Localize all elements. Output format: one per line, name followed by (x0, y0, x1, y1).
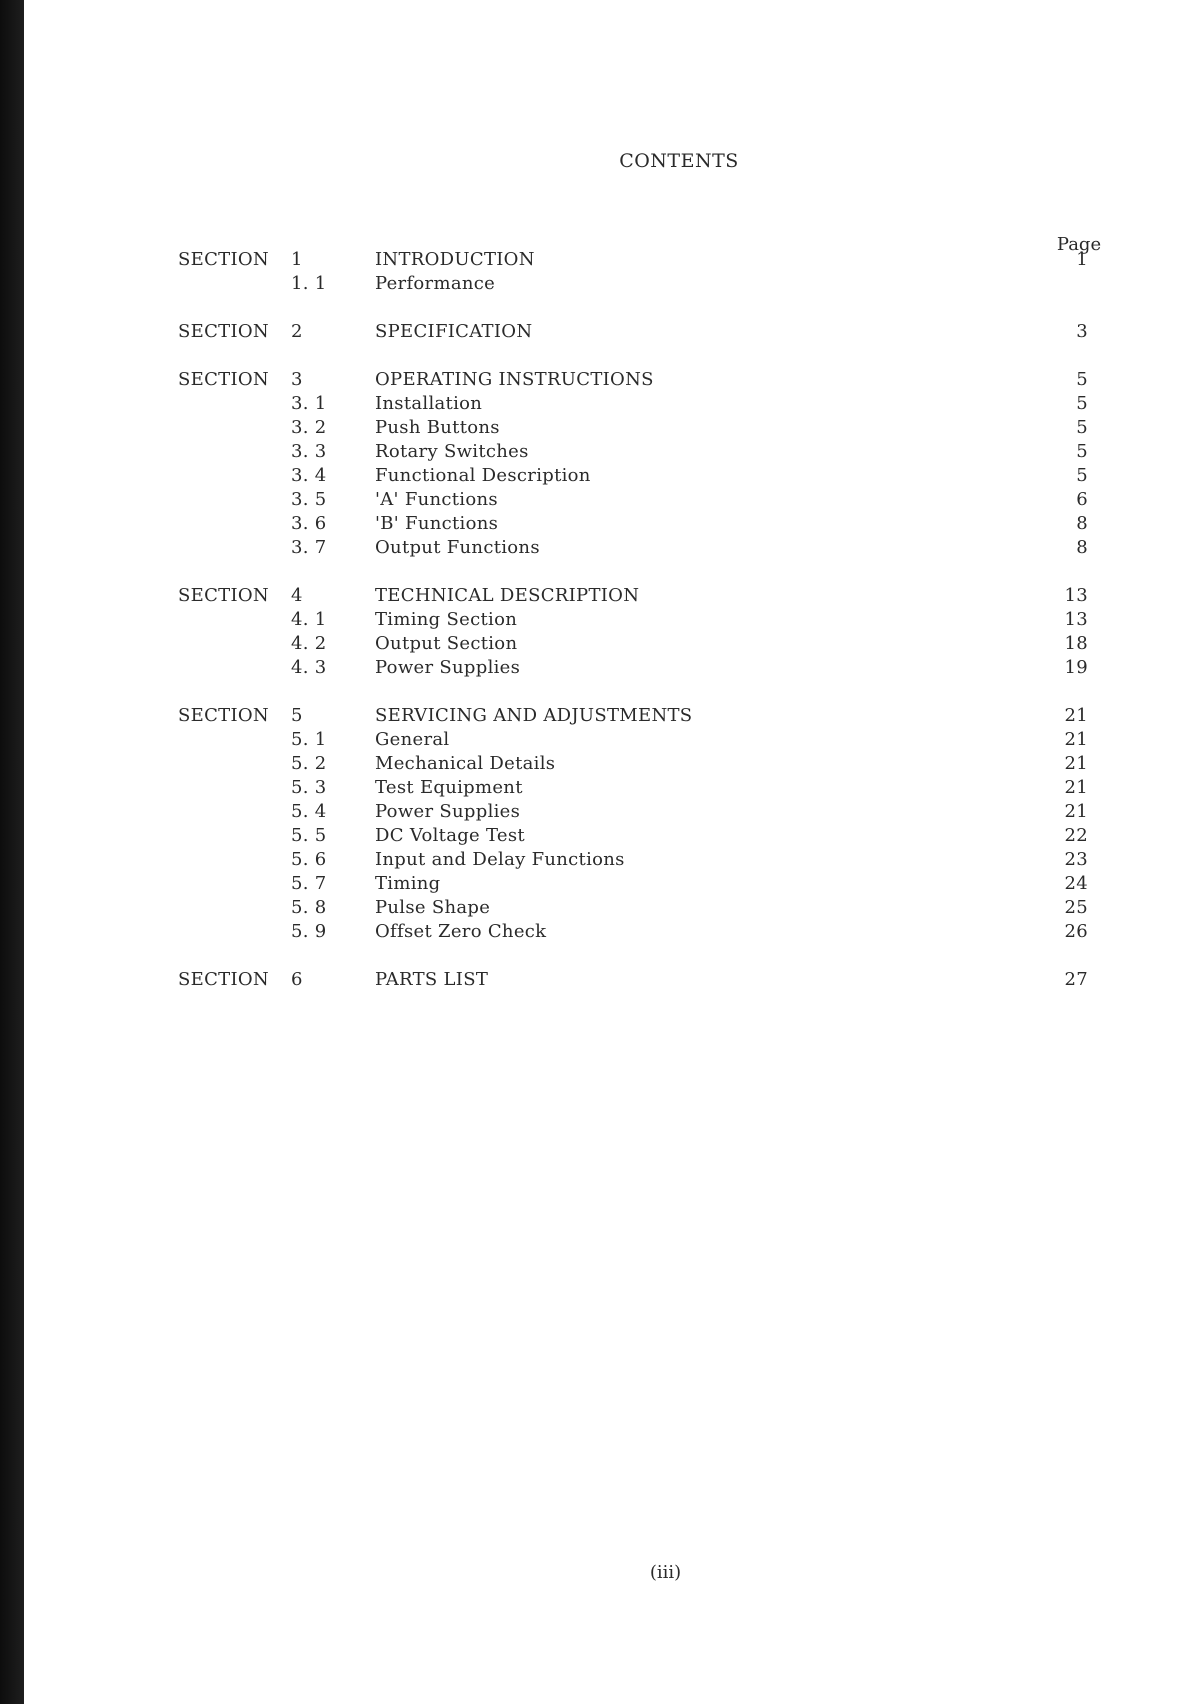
toc-page-number: 21 (1064, 729, 1088, 750)
toc-subsection-row (24, 896, 1183, 920)
toc-section-label: SECTION (178, 705, 269, 726)
toc-title: Input and Delay Functions (375, 849, 625, 870)
toc-section-row (24, 584, 1183, 608)
toc-title: Push Buttons (375, 417, 500, 438)
toc-page-number: 1 (1076, 249, 1088, 270)
toc-page-number: 19 (1064, 657, 1088, 678)
toc-title: General (375, 729, 450, 750)
toc-page-number: 23 (1064, 849, 1088, 870)
toc-section-row (24, 368, 1183, 392)
toc-page-number: 8 (1076, 537, 1088, 558)
toc-number: 5. 4 (291, 801, 327, 822)
toc-number: 3. 3 (291, 441, 327, 462)
scan-edge-shadow (0, 0, 24, 1704)
toc-title: Installation (375, 393, 483, 414)
toc-page-number: 21 (1064, 777, 1088, 798)
toc-number: 3. 5 (291, 489, 327, 510)
toc-subsection-row (24, 848, 1183, 872)
toc-number: 5. 7 (291, 873, 327, 894)
toc-number: 5. 6 (291, 849, 327, 870)
toc-title: Functional Description (375, 465, 591, 486)
toc-page-number: 21 (1064, 753, 1088, 774)
toc-title: DC Voltage Test (375, 825, 525, 846)
toc-section-label: SECTION (178, 585, 269, 606)
toc-page-number: 8 (1076, 513, 1088, 534)
footer-page-number: (iii) (649, 1562, 682, 1583)
toc-section-label: SECTION (178, 969, 269, 990)
toc-title: PARTS LIST (375, 969, 489, 990)
toc-subsection-row (24, 392, 1183, 416)
toc-page-number: 25 (1064, 897, 1088, 918)
toc-number: 4. 1 (291, 609, 327, 630)
toc-section-row (24, 248, 1183, 272)
toc-subsection-row (24, 440, 1183, 464)
toc-subsection-row (24, 464, 1183, 488)
toc-number: 1 (291, 249, 303, 270)
toc-page-number: 13 (1064, 585, 1088, 606)
toc-number: 5 (291, 705, 303, 726)
toc-page-number: 21 (1064, 705, 1088, 726)
toc-subsection-row (24, 656, 1183, 680)
toc-section-row (24, 320, 1183, 344)
toc-number: 4. 2 (291, 633, 327, 654)
toc-number: 5. 2 (291, 753, 327, 774)
toc-section-row (24, 968, 1183, 992)
toc-number: 3. 1 (291, 393, 327, 414)
toc-page-number: 3 (1076, 321, 1088, 342)
toc-section-label: SECTION (178, 369, 269, 390)
toc-title: Timing Section (375, 609, 518, 630)
toc-page-number: 18 (1064, 633, 1088, 654)
toc-number: 4 (291, 585, 303, 606)
toc-subsection-row (24, 872, 1183, 896)
toc-number: 3. 4 (291, 465, 327, 486)
toc-page-number: 5 (1076, 369, 1088, 390)
toc-page-number: 13 (1064, 609, 1088, 630)
toc-title: Output Section (375, 633, 518, 654)
toc-title: Power Supplies (375, 801, 521, 822)
toc-title: Rotary Switches (375, 441, 529, 462)
toc-number: 5. 5 (291, 825, 327, 846)
toc-page-number: 5 (1076, 393, 1088, 414)
toc-number: 5. 8 (291, 897, 327, 918)
toc-subsection-row (24, 752, 1183, 776)
toc-subsection-row (24, 272, 1183, 296)
toc-subsection-row (24, 824, 1183, 848)
toc-title: Test Equipment (375, 777, 523, 798)
toc-number: 4. 3 (291, 657, 327, 678)
toc-number: 3 (291, 369, 303, 390)
document-page (24, 0, 1183, 1704)
page-column-header: Page (1056, 234, 1102, 255)
toc-subsection-row (24, 488, 1183, 512)
toc-number: 1. 1 (291, 273, 327, 294)
toc-title: Output Functions (375, 537, 540, 558)
toc-title: Offset Zero Check (375, 921, 547, 942)
toc-number: 3. 7 (291, 537, 327, 558)
toc-page-number: 5 (1076, 417, 1088, 438)
toc-title: 'B' Functions (375, 513, 499, 534)
toc-page-number: 6 (1076, 489, 1088, 510)
toc-number: 5. 1 (291, 729, 327, 750)
toc-number: 3. 6 (291, 513, 327, 534)
toc-title: 'A' Functions (375, 489, 498, 510)
toc-title: INTRODUCTION (375, 249, 535, 270)
toc-title: Power Supplies (375, 657, 521, 678)
toc-title: OPERATING INSTRUCTIONS (375, 369, 654, 390)
toc-subsection-row (24, 512, 1183, 536)
toc-page-number: 27 (1064, 969, 1088, 990)
contents-title: CONTENTS (619, 150, 739, 172)
toc-page-number: 22 (1064, 825, 1088, 846)
toc-title: SPECIFICATION (375, 321, 533, 342)
toc-title: Pulse Shape (375, 897, 491, 918)
toc-section-label: SECTION (178, 321, 269, 342)
toc-title: SERVICING AND ADJUSTMENTS (375, 705, 693, 726)
toc-number: 5. 9 (291, 921, 327, 942)
toc-subsection-row (24, 776, 1183, 800)
toc-number: 5. 3 (291, 777, 327, 798)
toc-page-number: 26 (1064, 921, 1088, 942)
toc-title: Performance (375, 273, 496, 294)
toc-title: Timing (375, 873, 441, 894)
toc-section-row (24, 704, 1183, 728)
toc-number: 6 (291, 969, 303, 990)
toc-subsection-row (24, 920, 1183, 944)
toc-page-number: 5 (1076, 465, 1088, 486)
toc-subsection-row (24, 536, 1183, 560)
toc-subsection-row (24, 416, 1183, 440)
toc-subsection-row (24, 800, 1183, 824)
toc-subsection-row (24, 608, 1183, 632)
toc-section-label: SECTION (178, 249, 269, 270)
toc-page-number: 24 (1064, 873, 1088, 894)
toc-page-number: 5 (1076, 441, 1088, 462)
toc-subsection-row (24, 728, 1183, 752)
toc-title: Mechanical Details (375, 753, 556, 774)
toc-page-number: 21 (1064, 801, 1088, 822)
toc-title: TECHNICAL DESCRIPTION (375, 585, 640, 606)
toc-number: 3. 2 (291, 417, 327, 438)
toc-number: 2 (291, 321, 303, 342)
toc-subsection-row (24, 632, 1183, 656)
